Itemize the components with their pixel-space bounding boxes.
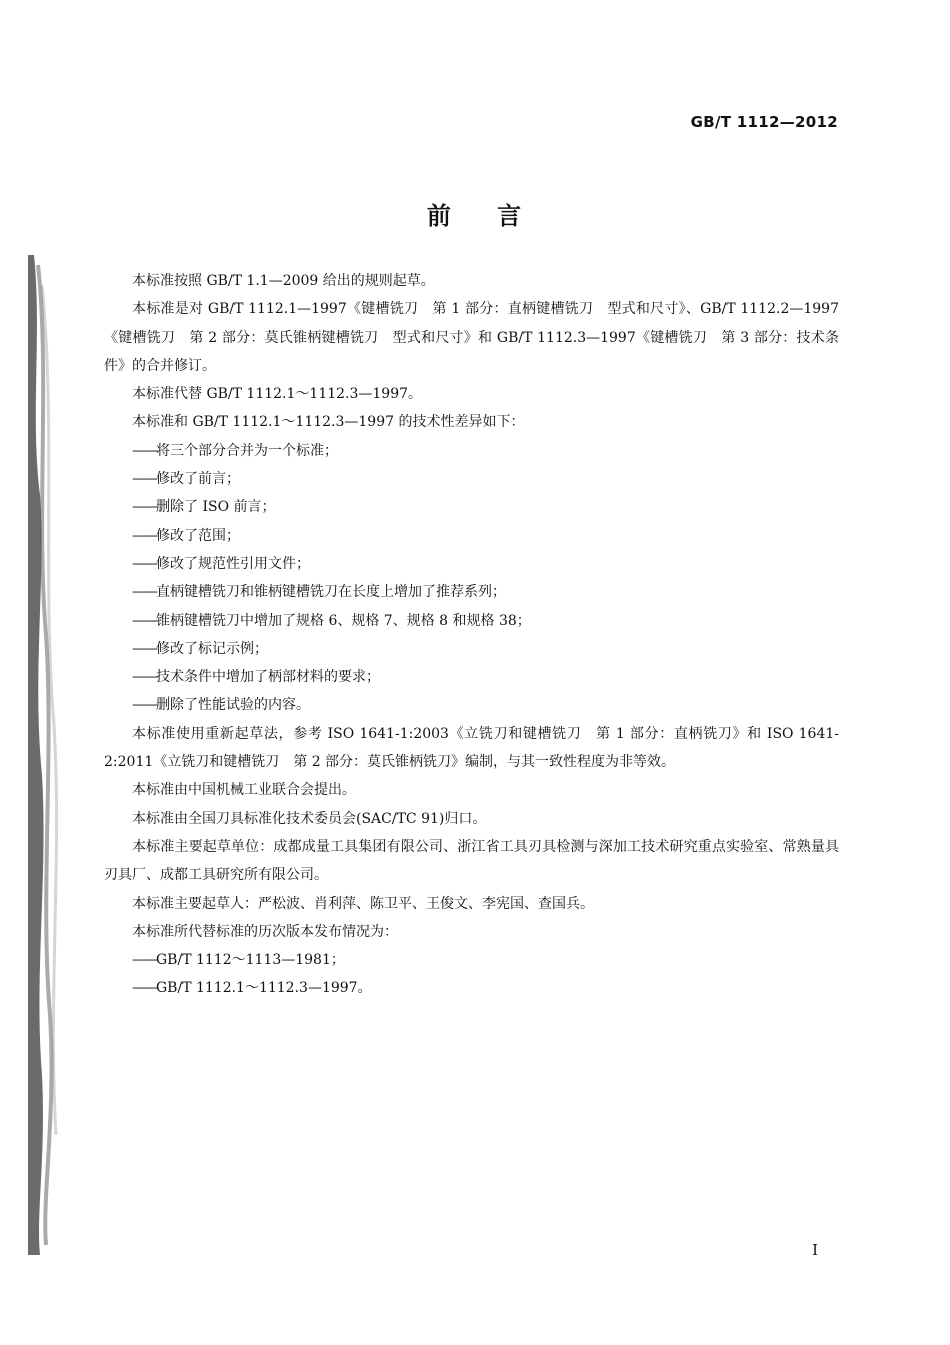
dash-mark: —— xyxy=(132,555,156,572)
list-item xyxy=(104,437,839,465)
paragraph: 本标准所代替标准的历次版本发布情况为： xyxy=(132,923,398,940)
list-item-text: GB/T 1112～1113—1981； xyxy=(156,952,345,969)
list-item xyxy=(104,465,839,493)
dash-mark: —— xyxy=(132,584,156,601)
list-item xyxy=(104,974,839,1002)
dash-mark: —— xyxy=(132,442,156,459)
paragraph: 本标准主要起草人：严松波、肖利萍、陈卫平、王俊文、李宪国、查国兵。 xyxy=(132,895,594,912)
list-item-text: 删除了 ISO 前言； xyxy=(156,499,276,516)
list-item xyxy=(104,663,839,691)
list-item xyxy=(104,550,839,578)
list-item-text: 直柄键槽铣刀和锥柄键槽铣刀在长度上增加了推荐系列； xyxy=(156,584,506,601)
dash-mark: —— xyxy=(132,669,156,686)
list-item-text: 修改了标记示例； xyxy=(156,640,268,657)
list-item xyxy=(104,691,839,719)
standard-code: GB/T 1112—2012 xyxy=(690,113,838,131)
list-item-text: GB/T 1112.1～1112.3—1997。 xyxy=(156,980,372,997)
dash-mark: —— xyxy=(132,952,156,969)
list-item xyxy=(104,522,839,550)
paragraph: 本标准使用重新起草法，参考 ISO 1641-1:2003《立铣刀和键槽铣刀 第 1 部分：直柄铣刀》和 ISO 1641-2:2011《立铣刀和键槽铣刀 第 2 部分：莫氏锥柄铣刀》编制，与其一致性程度为非等效。 xyxy=(104,725,839,771)
list-item xyxy=(104,493,839,521)
paragraph: 本标准由全国刀具标准化技术委员会(SAC/TC 91)归口。 xyxy=(132,810,487,827)
list-item-text: 修改了范围； xyxy=(156,527,240,544)
list-item-text: 修改了规范性引用文件； xyxy=(156,555,310,572)
list-item-text: 技术条件中增加了柄部材料的要求； xyxy=(156,669,380,686)
list-item xyxy=(104,635,839,663)
list-item-text: 锥柄键槽铣刀中增加了规格 6、规格 7、规格 8 和规格 38； xyxy=(156,612,531,629)
dash-mark: —— xyxy=(132,612,156,629)
list-item-text: 将三个部分合并为一个标准； xyxy=(156,442,338,459)
paragraph: 本标准代替 GB/T 1112.1～1112.3—1997。 xyxy=(132,386,423,403)
list-item xyxy=(104,578,839,606)
list-item xyxy=(104,607,839,635)
paragraph: 本标准和 GB/T 1112.1～1112.3—1997 的技术性差异如下： xyxy=(132,414,525,431)
scan-shadow-edge xyxy=(28,255,70,1255)
dash-mark: —— xyxy=(132,471,156,488)
dash-mark: —— xyxy=(132,499,156,516)
paragraph: 本标准主要起草单位：成都成量工具集团有限公司、浙江省工具刃具检测与深加工技术研究重点实验室、常熟量具刃具厂、成都工具研究所有限公司。 xyxy=(104,838,839,884)
dash-mark: —— xyxy=(132,640,156,657)
dash-mark: —— xyxy=(132,980,156,997)
list-item xyxy=(104,946,839,974)
paragraph: 本标准是对 GB/T 1112.1—1997《键槽铣刀 第 1 部分：直柄键槽铣刀 型式和尺寸》、GB/T 1112.2—1997《键槽铣刀 第 2 部分：莫氏锥柄键槽铣刀 型式和尺寸》和 GB/T 1112.3—1997《键槽铣刀 第 3 部分：技术条件》的合并修订。 xyxy=(104,301,839,374)
dash-mark: —— xyxy=(132,697,156,714)
paragraph: 本标准按照 GB/T 1.1—2009 给出的规则起草。 xyxy=(132,273,435,289)
list-item-text: 修改了前言； xyxy=(156,471,240,488)
page-number: I xyxy=(812,1241,818,1259)
document-body xyxy=(104,267,839,1003)
dash-mark: —— xyxy=(132,527,156,544)
page-title: 前 言 xyxy=(426,202,524,230)
list-item-text: 删除了性能试验的内容。 xyxy=(156,697,310,714)
paragraph: 本标准由中国机械工业联合会提出。 xyxy=(132,782,356,799)
